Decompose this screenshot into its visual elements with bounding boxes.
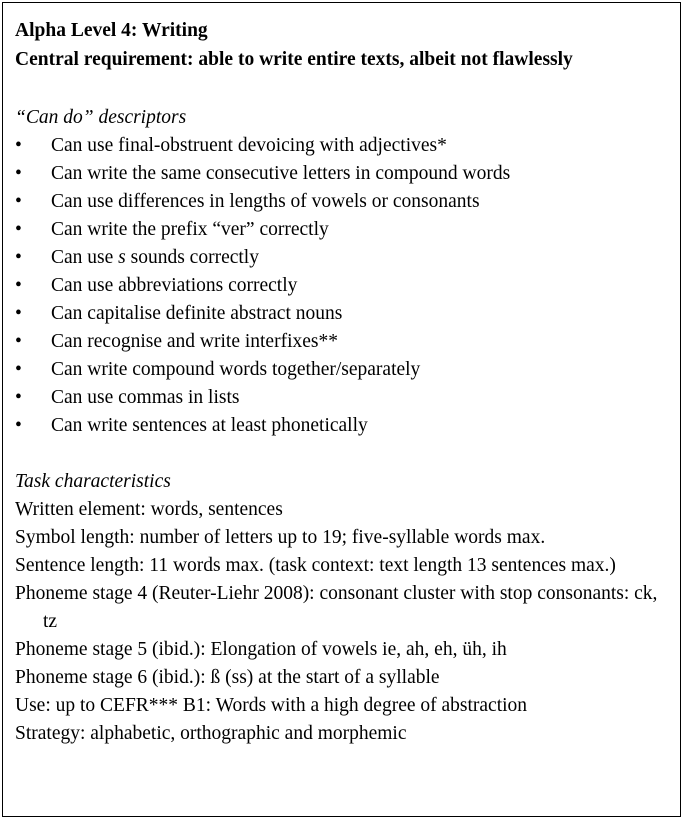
descriptors-list: [15, 132, 668, 440]
alpha-level-box: [2, 2, 681, 817]
descriptor-text: sounds correctly: [125, 247, 259, 268]
task-item: Sentence length: 11 words max. (task context: text length 13 sentences max.): [15, 555, 616, 576]
descriptors-heading: “Can do” descriptors: [15, 107, 187, 128]
task-item: Strategy: alphabetic, orthographic and morphemic: [15, 723, 407, 744]
spacer: [15, 440, 668, 468]
descriptor-item: • Can recognise and write interfixes**: [15, 328, 668, 356]
task-item: Phoneme stage 6 (ibid.): ß (ss) at the start of a syllable: [15, 667, 440, 688]
descriptor-item: [15, 244, 668, 272]
box-title: Alpha Level 4: Writing: [15, 20, 208, 41]
task-item: Phoneme stage 5 (ibid.): Elongation of vowels ie, ah, eh, üh, ih: [15, 639, 507, 660]
descriptor-text: Can use: [51, 247, 119, 268]
task-item: Written element: words, sentences: [15, 499, 283, 520]
task-item: Symbol length: number of letters up to 19; five-syllable words max.: [15, 527, 546, 548]
descriptor-item: • Can use differences in lengths of vowels or consonants: [15, 188, 668, 216]
descriptor-item: • Can capitalise definite abstract nouns: [15, 300, 668, 328]
descriptor-item: • Can use abbreviations correctly: [15, 272, 668, 300]
descriptor-item: • Can write compound words together/separately: [15, 356, 668, 384]
task-item: Phoneme stage 4 (Reuter-Liehr 2008): consonant cluster with stop consonants: ck, tz: [15, 583, 658, 632]
central-requirement: Central requirement: able to write entire texts, albeit not flawlessly: [15, 49, 573, 70]
descriptor-item: • Can write the prefix “ver” correctly: [15, 216, 668, 244]
task-item: Use: up to CEFR*** B1: Words with a high degree of abstraction: [15, 695, 528, 716]
task-heading: Task characteristics: [15, 471, 171, 492]
descriptor-item: • Can use final-obstruent devoicing with adjectives*: [15, 132, 668, 160]
descriptor-item: • Can write sentences at least phonetically: [15, 412, 668, 440]
descriptor-italic-s: s: [118, 247, 126, 268]
descriptor-item: • Can write the same consecutive letters in compound words: [15, 160, 668, 188]
spacer: [15, 74, 668, 104]
descriptor-item: • Can use commas in lists: [15, 384, 668, 412]
